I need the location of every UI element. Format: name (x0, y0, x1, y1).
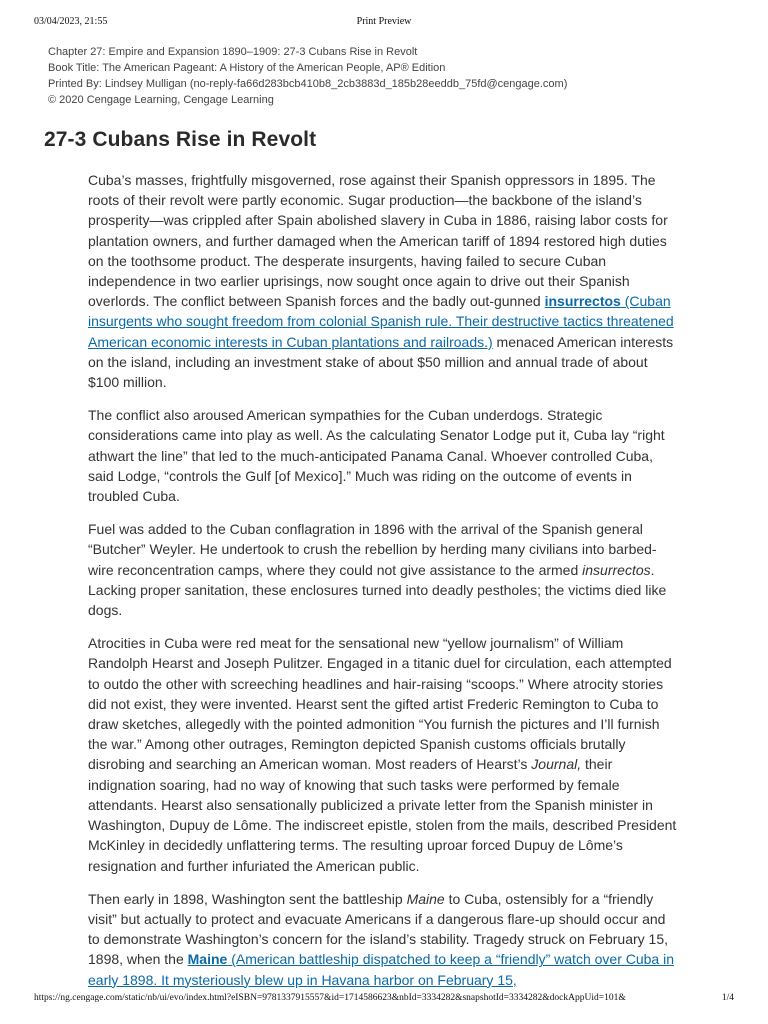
paragraph-5 (88, 889, 680, 990)
p5-italic-maine: Maine (406, 890, 445, 907)
content-viewport (0, 170, 768, 990)
print-footer (34, 993, 734, 1007)
p4-text-after: their indignation soaring, had no way of knowing that such tasks were performed by female attendants. Hearst also sensationally publicized a private letter from the Spanish minister in Washington, Dupuy de Lôme. The indiscreet epistle, stolen from the mails, described President McKinley in decidedly unflattering terms. The resulting uproar forced Dupuy de Lôme’s resignation and further infuriated the American public. (88, 756, 677, 874)
article-body (88, 170, 680, 990)
p1-text-after: menaced American interests on the island, including an investment stake of about $50 million and annual trade of about $100 million. (88, 333, 674, 391)
p1-text-before: Cuba’s masses, frightfully misgoverned, rose against their Spanish oppressors in 1895. The roots of their revolt were partly economic. Sugar production—the backbone of the island’s prosperity—was crippled after Spain abolished slavery in Cuba in 1886, raising labor costs for plantation owners, and further damaged when the American tariff of 1894 restored high duties on the toothsome product. The desperate insurgents, having failed to secure Cuban independence in two earlier uprisings, now sought once again to drive out their Spanish overlords. The conflict between Spanish forces and the badly out-gunned (88, 172, 668, 310)
book-title-line: Book Title: The American Pageant: A History of the American People, AP® Edition (48, 62, 446, 74)
p5-text-before: Then early in 1898, Washington sent the battleship (88, 890, 407, 907)
p3-italic-term: insurrectos (582, 561, 651, 578)
paragraph-3 (88, 519, 680, 620)
p5-text-middle: to Cuba, ostensibly for a “friendly visit” but actually to protect and evacuate Americans if a dangerous flare-up should occur and to demonstrate Washington’s concern for the island’s stability. Tragedy struck on February 15, 1898, when the (88, 890, 668, 968)
copyright-line: © 2020 Cengage Learning, Cengage Learning (48, 94, 274, 106)
paragraph-4 (88, 633, 680, 875)
printed-by-line: Printed By: Lindsey Mulligan (no-reply-fa66d283bcb410b8_2cb3883d_185b28eeddb_75fd@cengage.com) (48, 78, 568, 90)
print-title: Print Preview (356, 16, 412, 27)
paragraph-1 (88, 170, 680, 392)
p3-text-before: Fuel was added to the Cuban conflagration in 1896 with the arrival of the Spanish general “Butcher” Weyler. He undertook to crush the rebellion by herding many civilians into barbed-wire reconcentration camps, where they could not give assistance to the armed (88, 521, 657, 578)
p3-text-after: . Lacking proper sanitation, these enclosures turned into deadly pestholes; the victims died like dogs. (88, 561, 667, 619)
glossary-term: Maine (187, 951, 228, 968)
glossary-term: insurrectos (544, 293, 621, 310)
chapter-line: Chapter 27: Empire and Expansion 1890–1909: 27-3 Cubans Rise in Revolt (48, 46, 418, 58)
p4-italic-journal: Journal, (531, 756, 582, 773)
paragraph-2: The conflict also aroused American sympathies for the Cuban underdogs. Strategic considerations came into play as well. As the calculating Senator Lodge put it, Cuba lay “right athwart the line” that led to the much-anticipated Panama Canal. Whoever controlled Cuba, said Lodge, “controls the Gulf [of Mexico].” Much was riding on the outcome of events in troubled Cuba. (88, 407, 665, 505)
page-url: https://ng.cengage.com/static/nb/ui/evo/index.html?eISBN=9781337915557&id=1714586623&nbId=3334282&snapshotId=3334282&dockAppUid=101& (34, 993, 626, 1003)
glossary-definition: (American battleship dispatched to keep a “friendly” watch over Cuba in early 1898. It mysteriously blew up in Havana harbor on February 15, (88, 951, 675, 988)
print-datetime: 03/04/2023, 21:55 (34, 16, 108, 27)
document-meta (48, 44, 728, 108)
glossary-definition: (Cuban insurgents who sought freedom from colonial Spanish rule. Their destructive tactics threatened American economic interests in Cuban plantations and railroads.) (88, 293, 674, 350)
page-number: 1/4 (721, 993, 734, 1003)
p4-text-before: Atrocities in Cuba were red meat for the sensational new “yellow journalism” of William Randolph Hearst and Joseph Pulitzer. Engaged in a titanic duel for circulation, each attempted to outdo the other with screeching headlines and hair-raising “scoops.” Where atrocity stories did not exist, they were invented. Hearst sent the gifted artist Frederic Remington to Cuba to draw sketches, allegedly with the pointed admonition “You furnish the pictures and I’ll furnish the war.” Among other outrages, Remington depicted Spanish customs officials brutally disrobing and searching an American woman. Most readers of Hearst’s (88, 635, 672, 773)
section-heading: 27-3 Cubans Rise in Revolt (44, 128, 317, 151)
print-header (34, 16, 734, 30)
